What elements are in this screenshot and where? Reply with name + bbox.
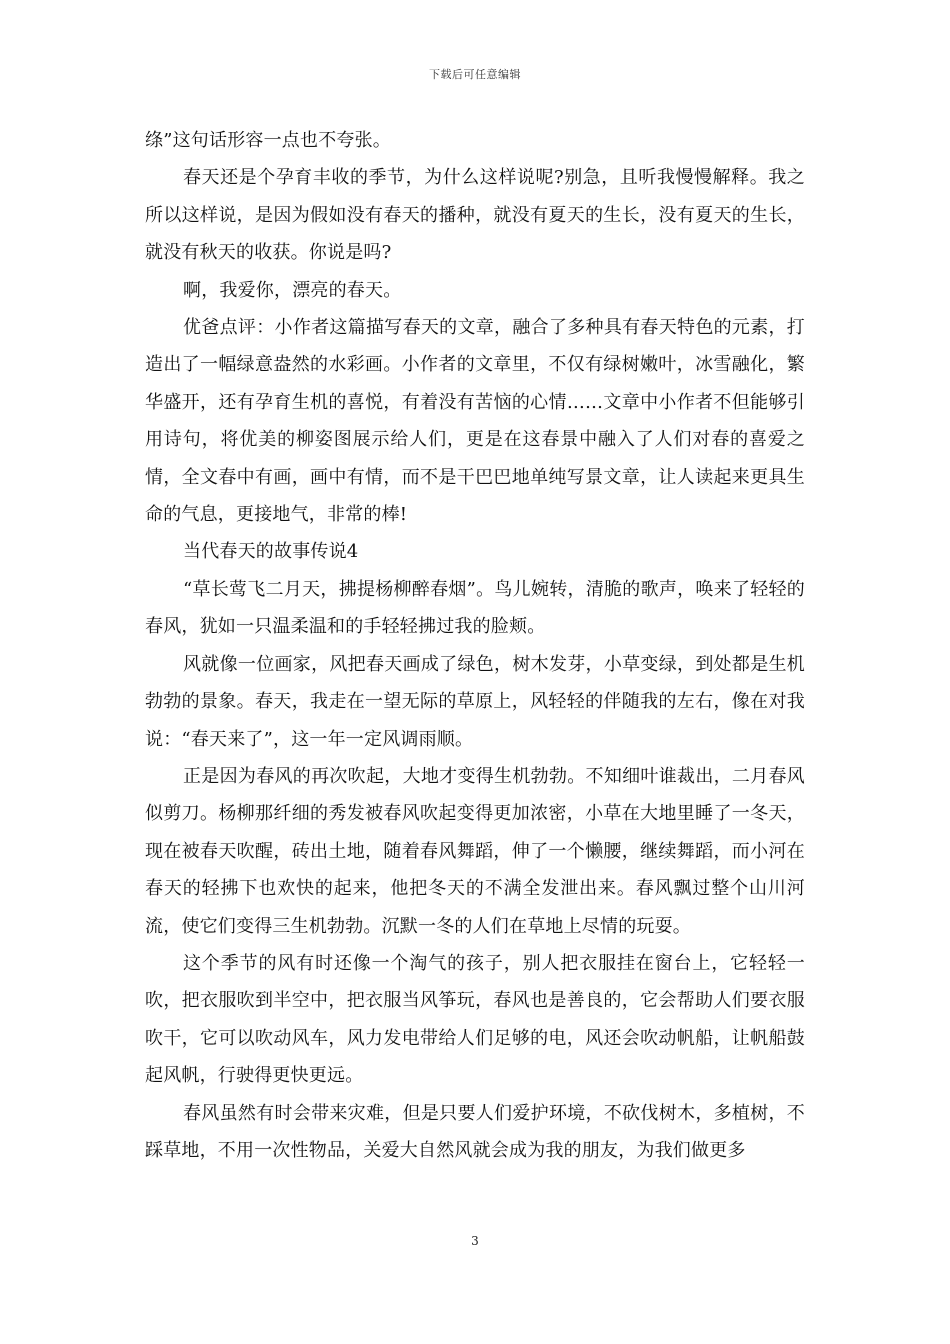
page-header: 下载后可任意编辑 bbox=[429, 68, 521, 81]
page-number: 3 bbox=[471, 1234, 479, 1248]
paragraph-8: 正是因为春风的再次吹起，大地才变得生机勃勃。不知细叶谁裁出，二月春风似剪刀。杨柳那纤细的秀发被春风吹起变得更加浓密，小草在大地里睡了一冬天，现在被春天吹醒，砖出土地，随着春风舞蹈，伸了一个懒腰，继续舞蹈，而小河在春天的轻拂下也欢快的起来，他把冬天的不满全发泄出来。春风飘过整个山川河流，使它们变得三生机勃勃。沉默一冬的人们在草地上尽情的玩耍。 bbox=[145, 765, 805, 937]
paragraph-7: 风就像一位画家，风把春天画成了绿色，树木发芽，小草变绿，到处都是生机勃勃的景象。春天，我走在一望无际的草原上，风轻轻的伴随我的左右，像在对我说：“春天来了”，这一年一定风调雨顺。 bbox=[145, 653, 805, 750]
paragraph-1: 绦”这句话形容一点也不夸张。 bbox=[145, 130, 392, 151]
paragraph-4: 优爸点评：小作者这篇描写春天的文章，融合了多种具有春天特色的元素，打造出了一幅绿意盎然的水彩画。小作者的文章里，不仅有绿树嫩叶，冰雪融化，繁华盛开，还有孕育生机的喜悦，有着没有苦恼的心情……文章中小作者不但能够引用诗句，将优美的柳姿图展示给人们，更是在这春景中融入了人们对春的喜爱之情，全文春中有画，画中有情，而不是干巴巴地单纯写景文章，让人读起来更具生命的气息，更接地气，非常的棒! bbox=[145, 317, 805, 526]
paragraph-6: “草长莺飞二月天，拂提杨柳醉春烟”。鸟儿婉转，清脆的歌声，唤来了轻轻的春风，犹如一只温柔温和的手轻轻拂过我的脸颊。 bbox=[145, 578, 805, 638]
paragraph-2: 春天还是个孕育丰收的季节，为什么这样说呢?别急，且听我慢慢解释。我之所以这样说，是因为假如没有春天的播种，就没有夏天的生长，没有夏天的生长，就没有秋天的收获。你说是吗? bbox=[145, 167, 805, 264]
paragraph-10: 春风虽然有时会带来灾难，但是只要人们爱护环境，不砍伐树木，多植树，不踩草地，不用一次性物品，关爱大自然风就会成为我的朋友，为我们做更多 bbox=[145, 1102, 805, 1161]
document-body bbox=[145, 122, 805, 1169]
paragraph-3: 啊，我爱你，漂亮的春天。 bbox=[183, 279, 402, 301]
paragraph-9: 这个季节的风有时还像一个淘气的孩子，别人把衣服挂在窗台上，它轻轻一吹，把衣服吹到半空中，把衣服当风筝玩，春风也是善良的，它会帮助人们要衣服吹干，它可以吹动风车，风力发电带给人们足够的电，风还会吹动帆船，让帆船鼓起风帆，行驶得更快更远。 bbox=[145, 952, 805, 1087]
section-title: 当代春天的故事传说4 bbox=[183, 541, 359, 563]
